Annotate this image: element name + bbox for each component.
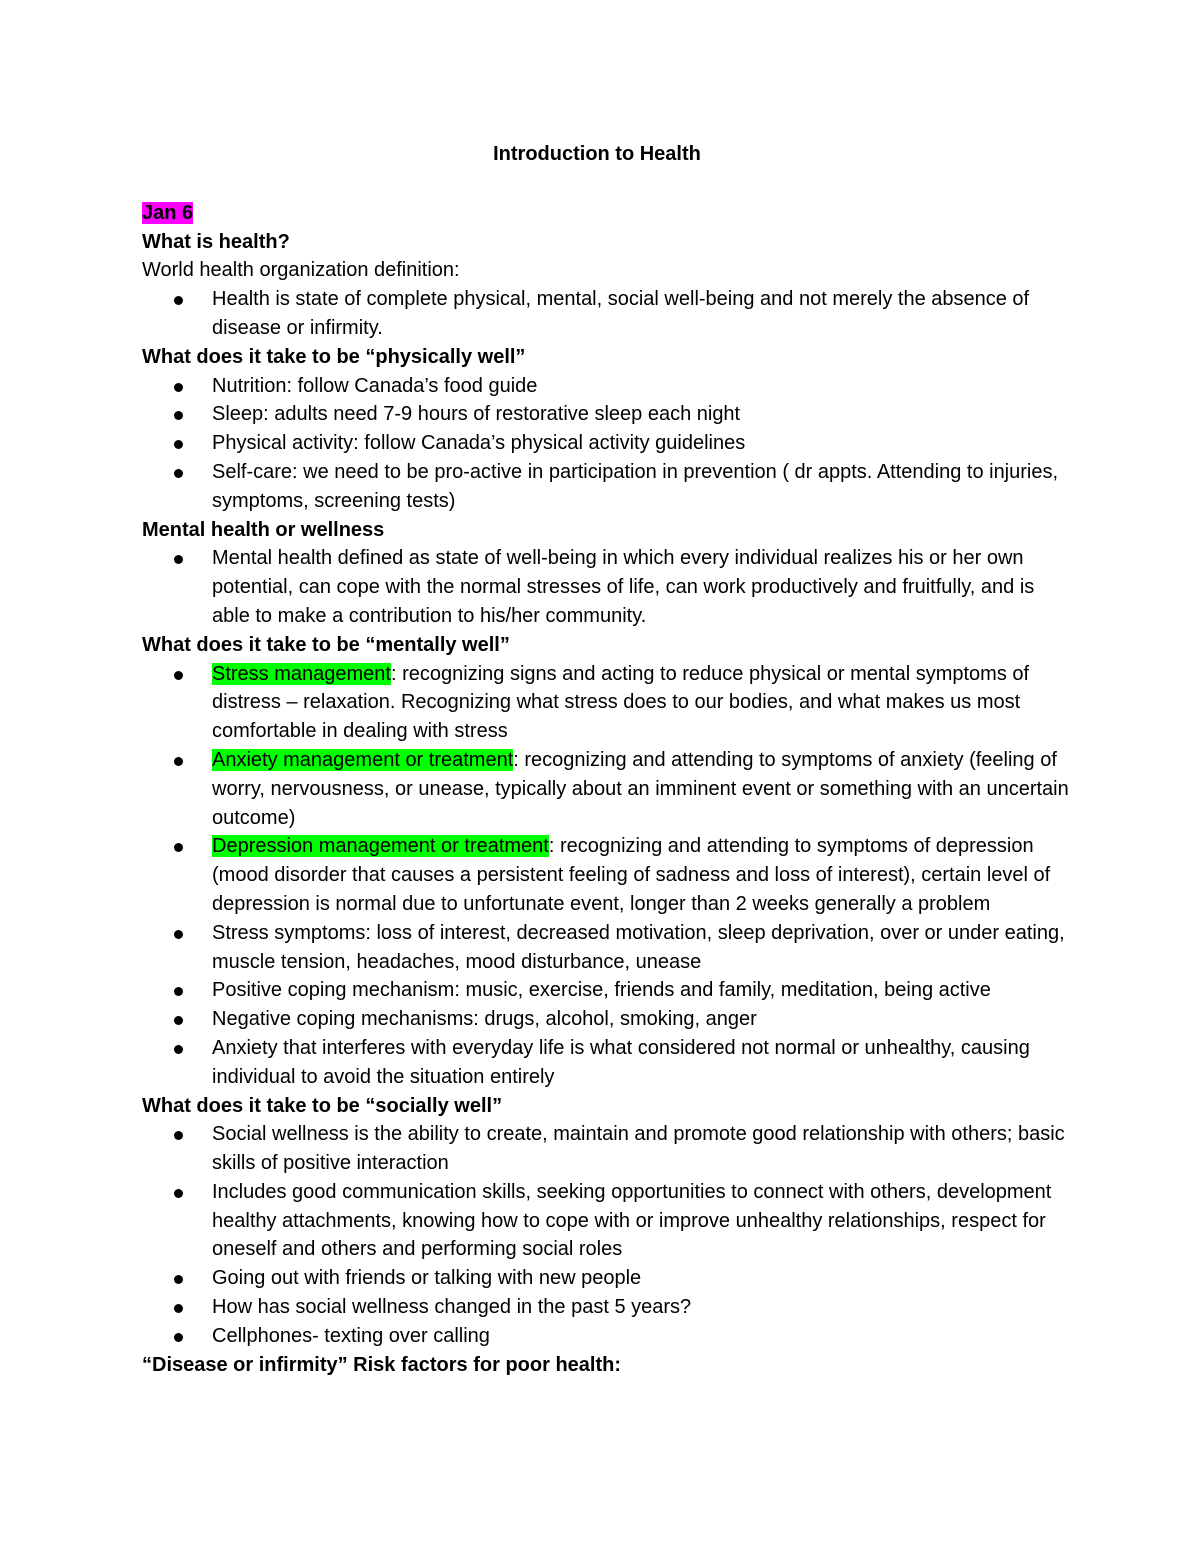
document-content xyxy=(142,140,1072,1379)
bullet-icon xyxy=(174,930,183,939)
list-item xyxy=(142,458,1072,516)
page-title: Introduction to Health xyxy=(493,143,701,165)
physically-well-bullet-list xyxy=(142,372,1072,516)
list-item xyxy=(142,400,1072,429)
bullet-icon xyxy=(174,555,183,564)
bullet-icon xyxy=(174,469,183,478)
bullet-icon xyxy=(174,411,183,420)
list-item-text: Sleep: adults need 7-9 hours of restorative sleep each night xyxy=(212,403,741,426)
list-item-text: Physical activity: follow Canada’s physical activity guidelines xyxy=(212,432,746,455)
bullet-icon xyxy=(174,1131,183,1140)
date-label-line xyxy=(142,199,1072,228)
bullet-icon xyxy=(174,383,183,392)
who-bullet-list xyxy=(142,285,1072,343)
list-item xyxy=(142,1178,1072,1264)
list-item-text: Nutrition: follow Canada’s food guide xyxy=(212,374,538,397)
list-item-text: : recognizing and attending to symptoms of depression (mood disorder that causes a persistent feeling of sadness and loss of interest), certain level of depression is normal due to unfortunate event, longer than 2 weeks generally a problem xyxy=(212,835,1051,915)
bullet-icon xyxy=(174,296,183,305)
list-item xyxy=(142,660,1072,746)
list-item-text: Cellphones- texting over calling xyxy=(212,1324,490,1347)
list-item-text: Health is state of complete physical, mental, social well-being and not merely the absence of disease or infirmity. xyxy=(212,288,1030,339)
list-item-text: Social wellness is the ability to create, maintain and promote good relationship with others; basic skills of positive interaction xyxy=(212,1123,1065,1175)
list-item-text: Negative coping mechanisms: drugs, alcohol, smoking, anger xyxy=(212,1008,757,1031)
bullet-icon xyxy=(174,987,183,996)
bullet-icon xyxy=(174,1045,183,1054)
list-item-text: Going out with friends or talking with new people xyxy=(212,1267,642,1290)
list-item xyxy=(142,285,1072,343)
physically-well-heading: What does it take to be “physically well” xyxy=(142,345,526,368)
list-item xyxy=(142,372,1072,401)
highlighted-term: Depression management or treatment xyxy=(212,835,549,858)
list-item xyxy=(142,1264,1072,1293)
bullet-icon xyxy=(174,440,183,449)
bullet-icon xyxy=(174,1189,183,1198)
socially-well-bullet-list xyxy=(142,1120,1072,1350)
mental-health-bullet-list xyxy=(142,544,1072,630)
list-item xyxy=(142,919,1072,977)
risk-factors-heading: “Disease or infirmity” Risk factors for poor health: xyxy=(142,1353,621,1376)
list-item-text: Anxiety that interferes with everyday life is what considered not normal or unhealthy, causing individual to avoid the situation entirely xyxy=(212,1036,1030,1088)
mentally-well-heading: What does it take to be “mentally well” xyxy=(142,633,510,656)
date-label: Jan 6 xyxy=(142,201,194,224)
who-definition-label: World health organization definition: xyxy=(142,259,460,282)
bullet-icon xyxy=(174,1304,183,1313)
highlighted-term: Anxiety management or treatment xyxy=(212,748,514,771)
mentally-well-bullet-list xyxy=(142,660,1072,1092)
list-item-text: How has social wellness changed in the past 5 years? xyxy=(212,1296,692,1319)
list-item-text: Includes good communication skills, seeking opportunities to connect with others, development healthy attachments, knowing how to cope with or improve unhealthy relationships, respect for oneself and others and performing social roles xyxy=(212,1180,1052,1261)
list-item-text: : recognizing signs and acting to reduce physical or mental symptoms of distress – relaxation. Recognizing what stress does to our bodies, and what makes us most comfortable in dealing with stress xyxy=(212,662,1030,743)
list-item xyxy=(142,832,1072,918)
list-item-text: Mental health defined as state of well-being in which every individual realizes his or her own potential, can cope with the normal stresses of life, can work productively and fruitfully, and is able to make a contribution to his/her community. xyxy=(212,547,1035,627)
list-item-text: Self-care: we need to be pro-active in participation in prevention ( dr appts. Attending to injuries, symptoms, screening tests) xyxy=(212,460,1059,512)
list-item xyxy=(142,1034,1072,1092)
list-item xyxy=(142,544,1072,630)
bullet-icon xyxy=(174,1016,183,1025)
list-item xyxy=(142,746,1072,832)
list-item-text: Stress symptoms: loss of interest, decreased motivation, sleep deprivation, over or under eating, muscle tension, headaches, mood disturbance, unease xyxy=(212,921,1065,973)
bullet-icon xyxy=(174,757,183,766)
bullet-icon xyxy=(174,671,183,680)
list-item xyxy=(142,429,1072,458)
list-item-text: Positive coping mechanism: music, exercise, friends and family, meditation, being active xyxy=(212,979,991,1002)
highlighted-term: Stress management xyxy=(212,662,391,685)
list-item-text: : recognizing and attending to symptoms of anxiety (feeling of worry, nervousness, or unease, typically about an imminent event or something with an uncertain outcome) xyxy=(212,748,1069,829)
mental-health-heading: Mental health or wellness xyxy=(142,518,385,541)
question-what-is-health: What is health? xyxy=(142,230,290,253)
list-item xyxy=(142,1005,1072,1034)
socially-well-heading: What does it take to be “socially well” xyxy=(142,1094,503,1117)
list-item xyxy=(142,1120,1072,1178)
bullet-icon xyxy=(174,1333,183,1342)
bullet-icon xyxy=(174,1275,183,1284)
list-item xyxy=(142,1322,1072,1351)
list-item xyxy=(142,976,1072,1005)
list-item xyxy=(142,1293,1072,1322)
bullet-icon xyxy=(174,843,183,852)
